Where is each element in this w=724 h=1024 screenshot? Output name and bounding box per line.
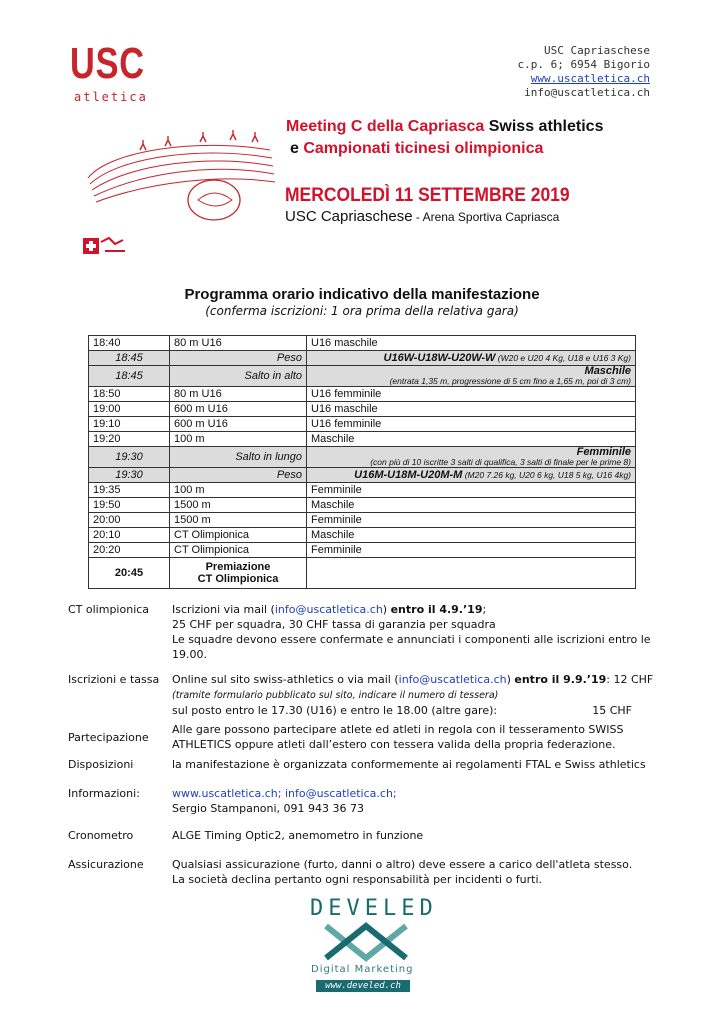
registration-note: (tramite formulario pubblicato sul sito, indicare il numero di tessera) xyxy=(172,690,499,701)
organizer-name: Swiss athletics xyxy=(484,118,604,135)
club-po-box: c.p. 6; 6954 Bigorio xyxy=(517,58,650,71)
table-row xyxy=(89,498,636,513)
row-event: CT Olimpionica xyxy=(170,543,307,558)
program-title: Programma orario indicativo della manifestazione xyxy=(184,286,540,303)
info-label: Disposizioni xyxy=(68,758,134,771)
venue-location: - Arena Sportiva Capriasca xyxy=(412,210,560,224)
sponsor-name: DEVELED xyxy=(310,896,438,921)
row-event: 600 m U16 xyxy=(170,417,307,432)
row-category xyxy=(307,558,636,589)
venue-club: USC Capriaschese xyxy=(285,208,413,225)
row-time: 20:00 xyxy=(89,513,170,528)
info-ct-olimpionica xyxy=(68,602,658,662)
row-event: Salto in alto xyxy=(170,366,307,387)
table-row xyxy=(89,447,636,468)
info-label: Cronometro xyxy=(68,829,134,842)
info-value xyxy=(172,786,658,816)
row-time: 19:00 xyxy=(89,402,170,417)
row-category: U16 femminile xyxy=(307,417,636,432)
info-label: Partecipazione xyxy=(68,731,149,744)
table-row xyxy=(89,387,636,402)
row-category: Maschile xyxy=(307,498,636,513)
row-time: 18:45 xyxy=(89,366,170,387)
table-row xyxy=(89,432,636,447)
row-category: Femminile xyxy=(307,543,636,558)
row-event: 100 m xyxy=(170,432,307,447)
category-note: (entrata 1,35 m, progressione di 5 cm fino a 1,65 m, poi di 3 cm) xyxy=(389,376,631,386)
separator: ; xyxy=(277,787,285,800)
text: ; xyxy=(482,603,487,616)
row-event xyxy=(170,558,307,589)
usc-logo-text: USC xyxy=(70,39,145,88)
info-label: Iscrizioni e tassa xyxy=(68,673,160,686)
info-value: ALGE Timing Optic2, anemometro in funzione xyxy=(172,829,424,842)
table-row xyxy=(89,528,636,543)
sponsor-tagline: Digital Marketing xyxy=(311,964,414,975)
championship-name: Campionati ticinesi olimpionica xyxy=(303,140,544,157)
table-row xyxy=(89,513,636,528)
table-row xyxy=(89,366,636,387)
onsite-text: sul posto entro le 17.30 (U16) e entro le 18.00 (altre gare): xyxy=(172,704,498,717)
row-event: 1500 m xyxy=(170,513,307,528)
row-event: 100 m xyxy=(170,483,307,498)
stadium-illustration xyxy=(80,120,280,230)
info-value xyxy=(172,602,658,662)
meeting-name: Meeting C della Capriasca xyxy=(286,118,485,135)
row-category xyxy=(307,366,636,387)
row-time: 19:50 xyxy=(89,498,170,513)
row-time: 19:35 xyxy=(89,483,170,498)
info-value xyxy=(172,672,658,718)
table-row xyxy=(89,558,636,589)
info-partecipazione xyxy=(68,722,658,754)
text: : 12 CHF xyxy=(606,673,654,686)
sponsor-logo-icon xyxy=(322,922,412,962)
info-label: Informazioni: xyxy=(68,787,140,800)
conjunction: e xyxy=(290,140,304,157)
onsite-fee: 15 CHF xyxy=(592,704,632,717)
category-name: U16M-U18M-U20M-M xyxy=(354,469,463,481)
row-time: 18:45 xyxy=(89,351,170,366)
row-event: 600 m U16 xyxy=(170,402,307,417)
row-time: 20:45 xyxy=(89,558,170,589)
table-row xyxy=(89,402,636,417)
schedule-table xyxy=(88,335,636,589)
row-category: Maschile xyxy=(307,432,636,447)
runner-icons xyxy=(140,130,258,150)
row-category: U16 femminile xyxy=(307,387,636,402)
table-row xyxy=(89,417,636,432)
event-line1: Premiazione xyxy=(205,561,271,573)
info-value: Alle gare possono partecipare atlete ed atleti in regola con il tesseramento SWISS ATHLETICS oppure atleti dall’estero con tessera valida della propria federazione. xyxy=(172,723,624,751)
row-category xyxy=(307,447,636,468)
usc-logo-subtitle: atletica xyxy=(74,90,148,104)
table-row xyxy=(89,351,636,366)
text: ) xyxy=(506,673,515,686)
event-line2: CT Olimpionica xyxy=(197,573,279,585)
row-category: U16 maschile xyxy=(307,402,636,417)
row-event: 1500 m xyxy=(170,498,307,513)
row-time: 20:20 xyxy=(89,543,170,558)
info-value: la manifestazione è organizzata conformemente ai regolamenti FTAL e Swiss athletics xyxy=(172,758,646,771)
table-row xyxy=(89,468,636,483)
info-label: Assicurazione xyxy=(68,858,144,871)
row-time: 20:10 xyxy=(89,528,170,543)
website-link[interactable]: www.uscatletica.ch xyxy=(172,787,278,800)
text: Online sul sito swiss-athletics o via mail ( xyxy=(172,673,399,686)
email-link[interactable]: info@uscatletica.ch xyxy=(274,603,383,616)
email-link[interactable]: info@uscatletica.ch; xyxy=(284,787,397,800)
info-label: CT olimpionica xyxy=(68,603,150,616)
club-email: info@uscatletica.ch xyxy=(524,86,650,99)
row-event: 80 m U16 xyxy=(170,336,307,351)
row-event: CT Olimpionica xyxy=(170,528,307,543)
category-name: Femminile xyxy=(576,446,631,458)
row-category: Femminile xyxy=(307,513,636,528)
deadline: entro il 9.9.’19 xyxy=(514,673,607,686)
category-name: U16W-U18W-U20W-W xyxy=(383,352,496,364)
info-value xyxy=(172,857,658,887)
row-time: 19:30 xyxy=(89,447,170,468)
team-note: Le squadre devono essere confermate e annunciati i componenti alle iscrizioni entro le 19.00. xyxy=(172,633,651,661)
category-note: (M20 7.26 kg, U20 6 kg, U18 5 kg, U16 4kg) xyxy=(462,470,631,480)
row-time: 18:50 xyxy=(89,387,170,402)
row-category xyxy=(307,351,636,366)
email-link[interactable]: info@uscatletica.ch xyxy=(398,673,507,686)
text: ) xyxy=(382,603,391,616)
event-title-line2 xyxy=(290,140,543,158)
swiss-athletics-logo xyxy=(83,236,129,260)
text: La società declina pertanto ogni responsabilità per incidenti o furti. xyxy=(172,873,543,886)
category-name: Maschile xyxy=(584,365,631,377)
table-row xyxy=(89,483,636,498)
row-event: Salto in lungo xyxy=(170,447,307,468)
category-note: (con più di 10 iscritte 3 salti di qualifica, 3 salti di finale per le prime 8) xyxy=(370,457,631,467)
table-row xyxy=(89,543,636,558)
deadline: entro il 4.9.’19 xyxy=(390,603,483,616)
program-subtitle: (conferma iscrizioni: 1 ora prima della relativa gara) xyxy=(205,304,519,318)
club-website-link[interactable]: www.uscatletica.ch xyxy=(530,72,650,85)
event-date: MERCOLEDÌ 11 SETTEMBRE 2019 xyxy=(285,185,570,206)
row-time: 19:20 xyxy=(89,432,170,447)
row-event: 80 m U16 xyxy=(170,387,307,402)
club-name: USC Capriaschese xyxy=(544,44,650,57)
row-time: 19:10 xyxy=(89,417,170,432)
row-event: Peso xyxy=(170,468,307,483)
row-event: Peso xyxy=(170,351,307,366)
row-category: Maschile xyxy=(307,528,636,543)
text: Iscrizioni via mail ( xyxy=(172,603,275,616)
row-time: 18:40 xyxy=(89,336,170,351)
contact-person: Sergio Stampanoni, 091 943 36 73 xyxy=(172,802,365,815)
table-row xyxy=(89,336,636,351)
category-note: (W20 e U20 4 Kg, U18 e U16 3 Kg) xyxy=(495,353,631,363)
event-venue xyxy=(285,208,559,225)
text: Qualsiasi assicurazione (furto, danni o altro) deve essere a carico dell'atleta stesso. xyxy=(172,858,633,871)
row-category xyxy=(307,468,636,483)
row-time: 19:30 xyxy=(89,468,170,483)
fee-text: 25 CHF per squadra, 30 CHF tassa di garanzia per squadra xyxy=(172,618,496,631)
sponsor-url: www.develed.ch xyxy=(316,980,410,992)
row-category: Femminile xyxy=(307,483,636,498)
event-title-line1 xyxy=(286,118,603,136)
row-category: U16 maschile xyxy=(307,336,636,351)
